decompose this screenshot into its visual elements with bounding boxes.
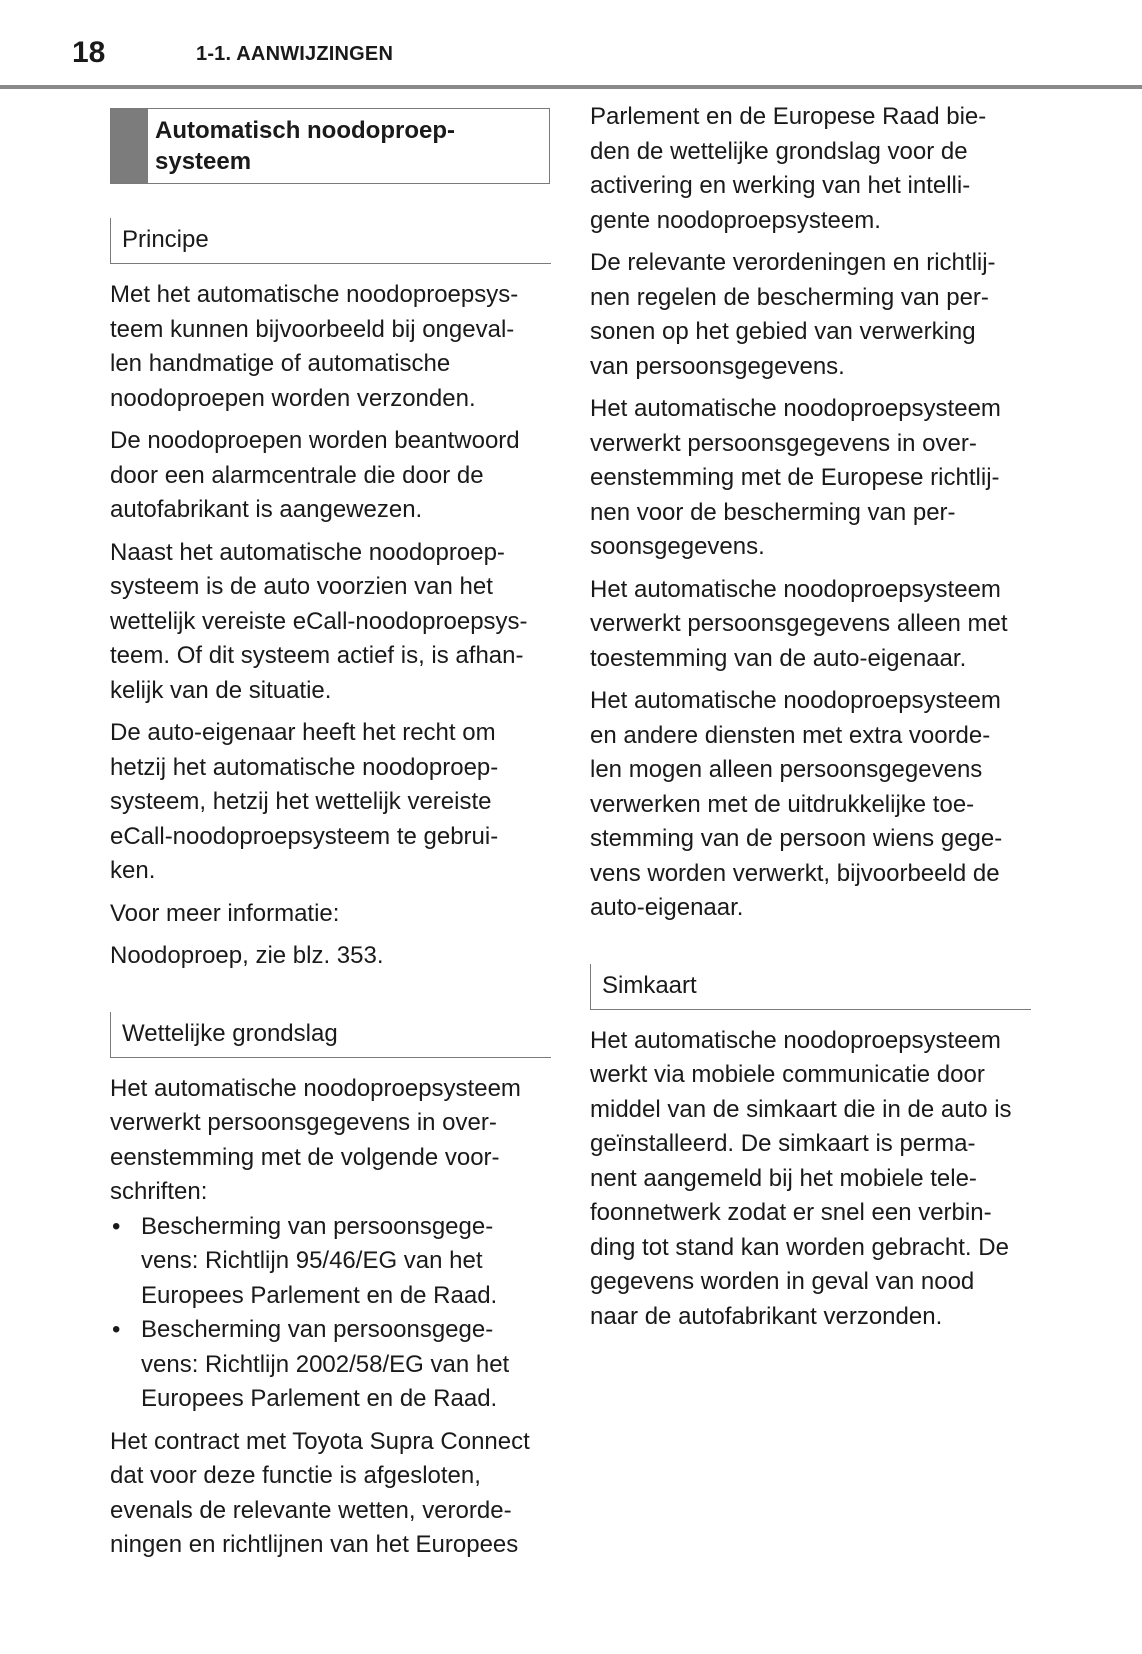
text-line: ningen en richtlijnen van het Europees (110, 1531, 519, 1558)
paragraph (110, 536, 555, 709)
paragraph (590, 1024, 1035, 1335)
section-label: 1-1. AANWIJZINGEN (196, 43, 394, 65)
text-line: wettelijk vereiste eCall-noodoproepsys- (110, 607, 528, 635)
page-title (155, 115, 455, 177)
list-item (110, 1210, 555, 1314)
text-line: Voor meer informatie: (110, 899, 340, 927)
text-line: gegevens worden in geval van nood (590, 1268, 975, 1295)
text-line: middel van de simkaart die in de auto is (590, 1095, 1012, 1123)
text-line: Bescherming van persoonsgege- (141, 1212, 494, 1240)
left-column (110, 100, 555, 1571)
page-header (0, 0, 1142, 90)
text-line: systeem is de auto voorzien van het (110, 573, 493, 600)
text-line: verwerkt persoonsgegevens alleen met (590, 610, 1008, 637)
text-line: van persoonsgegevens. (590, 352, 845, 380)
text-line: auto-eigenaar. (590, 894, 744, 921)
paragraph (590, 100, 1035, 238)
text-line: sonen op het gebied van verwerking (590, 318, 976, 345)
title-line: Automatisch noodoproep- (155, 117, 455, 144)
text-line: Europees Parlement en de Raad. (141, 1281, 498, 1309)
text-line: Europees Parlement en de Raad. (141, 1385, 498, 1412)
bullet-list (110, 1210, 555, 1417)
text-line: schriften: (110, 1178, 208, 1205)
right-column (590, 100, 1035, 1342)
text-line: Het automatische noodoproepsysteem (110, 1074, 521, 1102)
subhead-simkaart: Simkaart (590, 964, 1031, 1010)
text-line: eenstemming met de Europese richtlij- (590, 464, 1000, 491)
text-line: vens worden verwerkt, bijvoorbeeld de (590, 859, 1000, 887)
title-box (110, 108, 550, 184)
title-line: systeem (155, 148, 252, 175)
paragraph (590, 573, 1035, 677)
text-line: Het automatische noodoproepsysteem (590, 1026, 1001, 1054)
paragraph (590, 392, 1035, 565)
subhead-wettelijke-grondslag: Wettelijke grondslag (110, 1012, 551, 1058)
text-line: geïnstalleerd. De simkaart is perma- (590, 1130, 976, 1157)
text-line: stemming van de persoon wiens gege- (590, 825, 1003, 852)
paragraph (590, 684, 1035, 926)
text-line: foonnetwerk zodat er snel een verbin- (590, 1199, 992, 1226)
text-line: Het automatische noodoproepsysteem (590, 395, 1001, 422)
text-line: ding tot stand kan worden gebracht. De (590, 1233, 1009, 1261)
text-line: teem. Of dit systeem actief is, is afhan- (110, 642, 524, 669)
text-line: nent aangemeld bij het mobiele tele- (590, 1164, 977, 1192)
paragraph (110, 278, 555, 416)
text-line: den de wettelijke grondslag voor de (590, 137, 968, 165)
text-line: evenals de relevante wetten, verorde- (110, 1496, 512, 1524)
text-line: Met het automatische noodoproepsys- (110, 281, 519, 308)
text-line: De noodoproepen worden beantwoord (110, 427, 520, 454)
text-line: nen regelen de bescherming van per- (590, 283, 989, 311)
cross-reference (110, 939, 555, 974)
text-line: soonsgegevens. (590, 533, 765, 560)
text-line: dat voor deze functie is afgesloten, (110, 1462, 481, 1489)
text-line: verwerkt persoonsgegevens in over- (590, 429, 977, 457)
bullet: • (112, 1316, 121, 1343)
text-line: nen voor de bescherming van per- (590, 498, 956, 526)
text-line: Parlement en de Europese Raad bie- (590, 103, 987, 130)
text-line: len mogen alleen persoonsgegevens (590, 756, 983, 783)
text-line: naar de autofabrikant verzonden. (590, 1302, 943, 1330)
text-line: Noodoproep, zie blz. 353. (110, 942, 384, 969)
text-line: autofabrikant is aangewezen. (110, 496, 423, 523)
text-line: door een alarmcentrale die door de (110, 461, 484, 489)
header-rule (0, 85, 1142, 89)
text-line: noodoproepen worden verzonden. (110, 384, 476, 412)
paragraph (110, 897, 555, 932)
text-line: De auto-eigenaar heeft het recht om (110, 719, 496, 746)
text-line: vens: Richtlijn 2002/58/EG van het (141, 1350, 510, 1378)
paragraph (110, 1425, 555, 1563)
text-line: De relevante verordeningen en richtlij- (590, 249, 996, 276)
text-line: kelijk van de situatie. (110, 676, 332, 704)
text-line: hetzij het automatische noodoproep- (110, 753, 499, 781)
paragraph (110, 716, 555, 889)
title-bar (111, 109, 148, 183)
text-line: werkt via mobiele communicatie door (590, 1061, 985, 1088)
list-item (110, 1313, 555, 1417)
text-line: activering en werking van het intelli- (590, 172, 971, 199)
text-line: eCall-noodoproepsysteem te gebrui- (110, 822, 499, 850)
text-line: teem kunnen bijvoorbeeld bij ongeval- (110, 315, 515, 343)
text-line: gente noodoproepsysteem. (590, 206, 881, 234)
text-line: eenstemming met de volgende voor- (110, 1143, 500, 1171)
text-line: Bescherming van persoonsgege- (141, 1316, 494, 1343)
paragraph (590, 246, 1035, 384)
text-line: verwerkt persoonsgegevens in over- (110, 1109, 497, 1136)
text-line: len handmatige of automatische (110, 350, 451, 377)
text-line: Het automatische noodoproepsysteem (590, 575, 1001, 603)
text-line: vens: Richtlijn 95/46/EG van het (141, 1247, 483, 1274)
text-line: Het automatische noodoproepsysteem (590, 687, 1001, 714)
paragraph (110, 1072, 555, 1210)
text-line: systeem, hetzij het wettelijk vereiste (110, 788, 492, 815)
subhead-principe: Principe (110, 218, 551, 264)
text-line: en andere diensten met extra voorde- (590, 721, 991, 749)
page-number: 18 (72, 36, 106, 69)
paragraph (110, 424, 555, 528)
text-line: ken. (110, 857, 156, 884)
bullet: • (112, 1212, 121, 1240)
text-line: Naast het automatische noodoproep- (110, 538, 505, 566)
text-line: Het contract met Toyota Supra Connect (110, 1427, 530, 1455)
text-line: verwerken met de uitdrukkelijke toe- (590, 790, 975, 818)
text-line: toestemming van de auto-eigenaar. (590, 644, 967, 672)
